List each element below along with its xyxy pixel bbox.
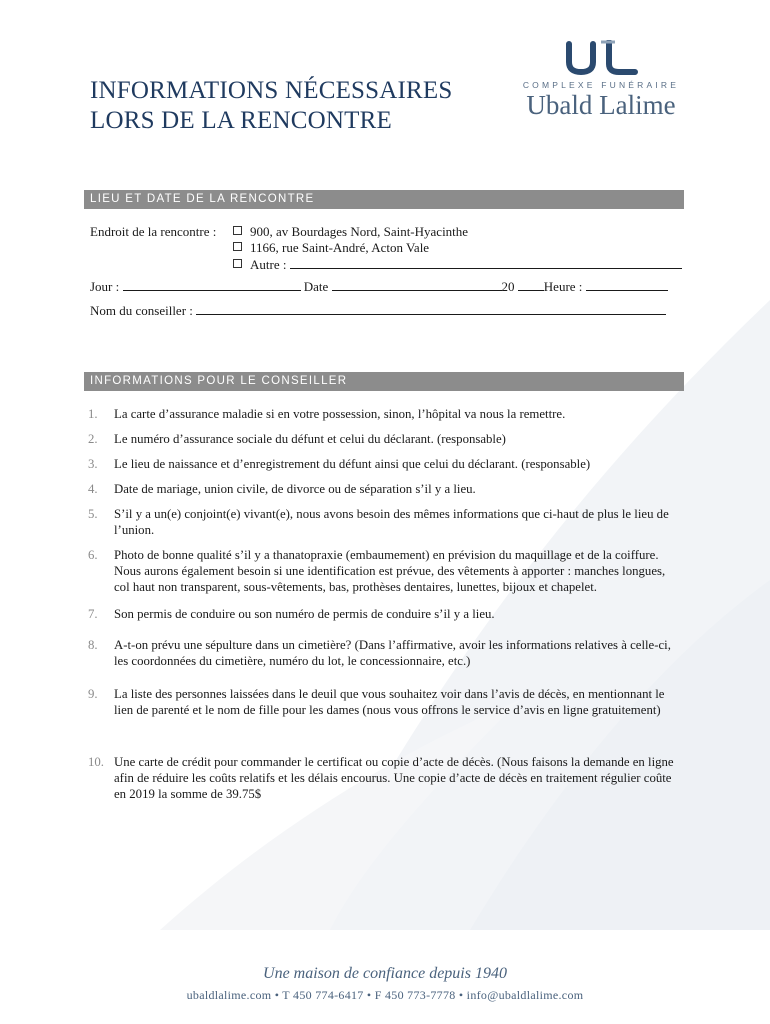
footer-tagline: Une maison de confiance depuis 1940 [263,965,507,982]
location-option-2[interactable] [233,240,429,256]
required-info-list [88,406,678,802]
list-item: 7. Son permis de conduire ou son numéro de permis de conduire s’il y a lieu. [88,607,495,621]
location-option-other-label: Autre : [250,257,287,272]
list-item: 10. Une carte de crédit pour commander le certificat ou copie d’acte de décès. (Nous faisons la demande en ligne afin de réduire les coûts relatifs et les délais encourus. Une copie d’acte de décès en traitement régulier coûte en 2019 la somme de 39.75$ [88,755,674,801]
list-item: 9. La liste des personnes laissées dans le deuil que vous souhaitez voir dans l’avis de décès, en mentionnant le lien de parenté et le nom de fille pour les dames (nous vous offrons le service d’avis en ligne gratuitement) [88,687,665,717]
logo-name: Ubald Lalime [526,90,676,120]
footer-contact: ubaldlalime.com • T 450 774-6417 • F 450 773-7778 • info@ubaldlalime.com [186,988,584,1002]
company-logo [517,40,685,120]
time-field[interactable] [586,278,668,291]
date-field[interactable] [332,278,502,291]
location-option-1[interactable] [233,224,468,240]
advisor-name-field[interactable] [196,302,666,315]
list-item: 2. Le numéro d’assurance sociale du défunt et celui du déclarant. (responsable) [88,432,506,446]
location-option-other[interactable] [233,256,682,273]
checkbox-icon[interactable] [233,259,242,268]
other-location-field[interactable] [290,256,682,269]
page-title-line1: INFORMATIONS NÉCESSAIRES [90,77,453,104]
year-prefix: 20 [501,279,515,294]
day-field[interactable] [123,278,301,291]
list-item: 8. A-t-on prévu une sépulture dans un cimetière? (Dans l’affirmative, avoir les informations relatives à celle-ci, les coordonnées du cimetière, numéro du lot, le concessionnaire, etc.) [88,638,671,668]
page-title-line2: LORS DE LA RENCONTRE [90,107,392,134]
advisor-row [90,302,666,319]
logo-subtitle: COMPLEXE FUNÉRAIRE [522,80,680,90]
location-option-2-label: 1166, rue Saint-André, Acton Vale [250,240,430,255]
section-header-advisor-info: INFORMATIONS POUR LE CONSEILLER [84,372,684,391]
list-item: 5. S’il y a un(e) conjoint(e) vivant(e), nous avons besoin des mêmes informations que ci-haut de plus le lieu de l’union. [88,507,669,537]
section-header-location: LIEU ET DATE DE LA RENCONTRE [84,190,684,209]
location-label: Endroit de la rencontre : [90,224,217,239]
time-label: Heure : [543,279,583,294]
ul-logo-mark-icon [561,40,641,76]
location-option-1-label: 900, av Bourdages Nord, Saint-Hyacinthe [250,224,469,239]
checkbox-icon[interactable] [233,242,242,251]
page-title [90,76,453,136]
advisor-label: Nom du conseiller : [90,303,193,318]
list-item: 6. Photo de bonne qualité s’il y a thanatopraxie (embaumement) en prévision du maquillage et de la coiffure. Nous aurons également besoin si une identification est prévue, des vêtements à apporter : manches longues, col haut non transparent, sous-vêtements, bas, prothèses dentaires, lunettes, bijoux et chapelet. [88,548,666,594]
date-label: Date [303,279,329,294]
year-field[interactable] [518,278,544,291]
date-row [90,278,668,295]
list-item: 1. La carte d’assurance maladie si en votre possession, sinon, l’hôpital va nous la remettre. [88,407,566,421]
day-label: Jour : [90,279,120,294]
checkbox-icon[interactable] [233,226,242,235]
list-item: 3. Le lieu de naissance et d’enregistrement du défunt ainsi que celui du déclarant. (responsable) [88,457,591,471]
list-item: 4. Date de mariage, union civile, de divorce ou de séparation s’il y a lieu. [88,482,476,496]
